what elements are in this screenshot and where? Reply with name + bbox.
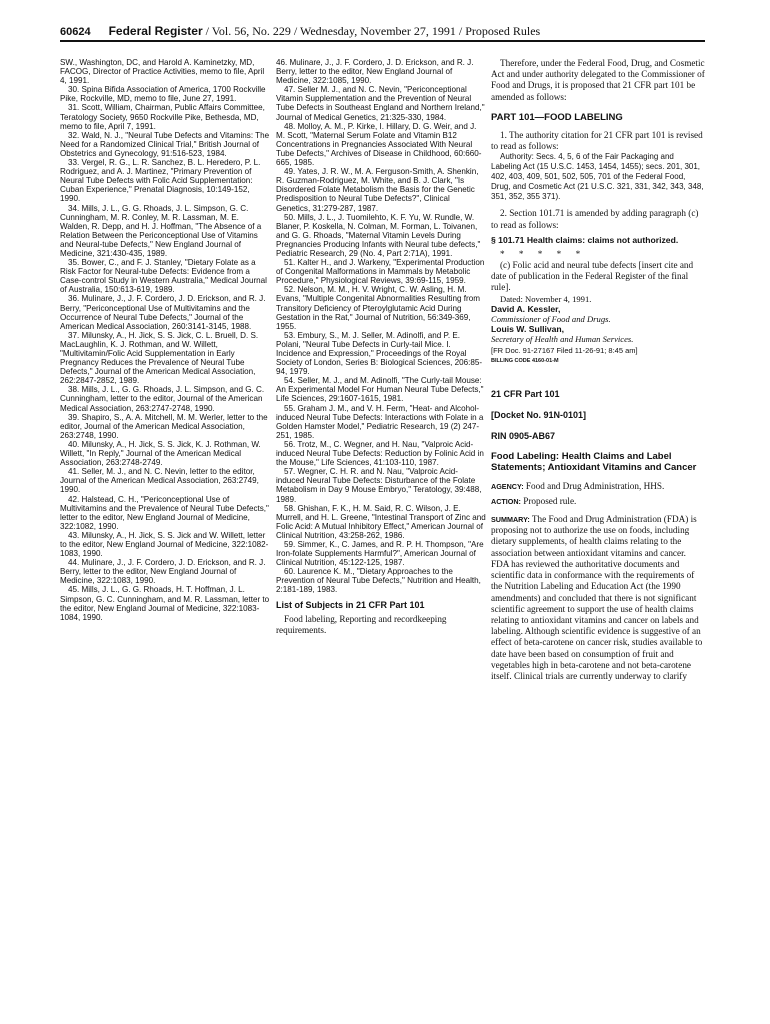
- reference-entry: 32. Wald, N. J., "Neural Tube Defects and Vitamins: The Need for a Randomized Clinical Trial," British Journal of Obstetrics and Gynecology, 91:516-523, 1984.: [60, 130, 270, 158]
- reference-entry: 56. Trotz, M., C. Wegner, and H. Nau, "Valproic Acid-induced Neural Tube Defects: Reduction by Folinic Acid in the Mouse," Life Sciences, 41:103-110, 1987.: [276, 439, 484, 468]
- reference-entry: 34. Mills, J. L., G. G. Rhoads, J. L. Simpson, G. C. Cunningham, M. R. Conley, M. R. Lassman, M. E. Walden, R. Depp, and H. J. Hoffman, "The Absence of a Relation Between the Periconceptional Use of Vitamins and Neural-tube Defects," New England Journal of Medicine, 321:430-435, 1989.: [60, 203, 262, 258]
- agency-text: Food and Drug Administration, HHS.: [525, 480, 665, 491]
- authority-citation: Authority: Secs. 4, 5, 6 of the Fair Packaging and Labeling Act (15 U.S.C. 1453, 1454, 1455); secs. 201, 301, 402, 403, 409, 501, 502, 505, 701 of the Federal Food, Drug, and Cosmetic Act (21 U.S.C. 321, 331, 342, 343, 348, 351, 352, 355 371).: [491, 152, 704, 202]
- reference-entry: 37. Milunsky, A., H. Jick, S. S. Jick, C. L. Bruell, D. S. MacLaughlin, K. J. Rothman, and W. Willett, "Multivitamin/Folic Acid Supplementation in Early Pregnancy Reduces the Prevalence of Neural Tube Defects," Journal of the American Medical Association, 262:2847-2852, 1989.: [60, 330, 259, 386]
- reference-entry: 31. Scott, William, Chairman, Public Affairs Committee, Teratology Society, 9650 Rockville Pike, Bethesda, MD, memo to file, April 7, 1991.: [60, 103, 265, 131]
- document-title: Food Labeling: Health Claims and Label Statements; Antioxidant Vitamins and Cancer: [491, 450, 697, 473]
- action-text: Proposed rule.: [523, 495, 577, 506]
- reference-entry: 58. Ghishan, F. K., H. M. Said, R. C. Wilson, J. E. Murrell, and H. L. Greene, "Intestinal Transport of Zinc and Folic Acid: A Mutual Inhibitory Effect," American Journal of Clinical Nutrition, 43:258-262, 1986.: [276, 503, 486, 540]
- signer-1-name: David A. Kessler,: [491, 303, 561, 314]
- reference-entry: 39. Shapiro, S., A. A. Mitchell, M. M. Werler, letter to the editor, Journal of the American Medical Association, 263:2748, 1990.: [60, 412, 268, 440]
- header-rule: [60, 40, 705, 42]
- summary-paragraph: [491, 514, 705, 682]
- amendment-item-2: 2. Section 101.71 is amended by adding paragraph (c) to read as follows:: [491, 208, 699, 230]
- intro-paragraph: Therefore, under the Federal Food, Drug, and Cosmetic Act and under authority delegated to the Commissioner of Food and Drugs, it is proposed that 21 CFR part 101 be amended as follows:: [491, 58, 705, 102]
- column-rule-text: [491, 58, 705, 958]
- agency-label: AGENCY:: [491, 481, 524, 491]
- reference-entry: 43. Milunsky, A., H. Jick, S. S. Jick and W. Willett, letter to the editor, New England Journal of Medicine, 322:1082-1083, 1990.: [60, 530, 269, 559]
- reference-entry: 54. Seller, M. J., and M. Adinolfi, "The Curly-tail Mouse: An Experimental Model For Human Neural Tube Defects," Life Sciences, 29:1607-1615, 1981.: [276, 376, 484, 404]
- rin-number: RIN 0905-AB67: [491, 431, 556, 442]
- reference-entry: 59. Simmer, K., C. James, and R. P. H. Thompson, "Are Iron-folate Supplements Harmful?", American Journal of Clinical Nutrition, 45:122-125, 1987.: [276, 539, 484, 568]
- volume-info: / Vol. 56, No. 229 / Wednesday, November 27, 1991 / Proposed Rules: [205, 24, 541, 38]
- reference-entry: 52. Nelson, M. M., H. V. Wright, C. W. Asling, H. M. Evans, "Multiple Congenital Abnormalities Resulting from Transitory Deficiency of Pteroylglutamic Acid During Gestation in the Rat," Journal of Nutrition, 56:349-369, 1955.: [276, 285, 480, 331]
- action-line: [491, 496, 705, 507]
- billing-code: BILLING CODE 4160-01-M: [491, 357, 559, 364]
- reference-entry: 42. Halstead, C. H., "Periconceptional Use of Multivitamins and the Prevalence of Neural Tube Defects," letter to the editor, New England Journal of Medicine, 322:1082, 1990.: [60, 494, 269, 531]
- list-of-subjects-text: Food labeling, Reporting and recordkeeping requirements.: [276, 613, 447, 635]
- reference-entry: 53. Embury, S., M. J. Seller, M. Adinolfi, and P. E. Polani, "Neural Tube Defects in Curly-tail Mice. I. Incidence and Expression," Proceedings of the Royal Society of London, Series B: Biological Sciences, 206:85-94, 1979.: [276, 330, 483, 377]
- reference-entry: SW., Washington, DC, and Harold A. Kaminetzky, MD, FACOG, Director of Practice Activities, memo to file, April 4, 1991.: [60, 58, 265, 86]
- reference-entry: 36. Mulinare, J., J. F. Cordero, J. D. Erickson, and R. J. Berry, "Periconceptional Use of Multivitamins and the Occurrence of Neural Tube Defects," Journal of the American Medical Association, 260:3141-3145, 1988.: [60, 294, 266, 331]
- reference-entry: 33. Vergel, R. G., L. R. Sanchez, B. L. Heredero, P. L. Rodriguez, and A. J. Martinez, "Primary Prevention of Neural Tube Defects with Folic Acid Supplementation: Cuban Experience," Prenatal Diagnosis, 10:149-152, 1990.: [60, 158, 261, 204]
- reference-entry: 48. Molloy, A. M., P. Kirke, I. Hillary, D. G. Weir, and J. M. Scott, "Maternal Serum Folate and Vitamin B12 Concentrations in Pregnancies Associated With Neural Tube Defects," Archives of Disease in Childhood, 60:660-665, 1985.: [276, 121, 482, 168]
- column-references-1: [60, 58, 270, 958]
- signer-2-name: Louis W. Sullivan,: [491, 324, 565, 335]
- summary-text: The Food and Drug Administration (FDA) is proposing not to authorize the use on foods, including dietary supplements, of health claims relating to the association between antioxidant vitamins and cancer. FDA has reviewed the authoritative documents and scientific data in conformance with the requirements of the Nutrition Labeling and Education Act (the 1990 amendments) and concluded that there is not significant scientific agreement to support the use of health claims relating to antioxidant vitamins and cancer on labels and labeling. Although scientific evidence is suggestive of an effect of beta-carotene on cancer risk, studies available to date have been based on consumption of fruit and vegetables high in beta-carotene and not beta-carotene itself. Clinical trials are currently underway to clarify: [491, 514, 703, 681]
- reference-entry: 49. Yates, J. R. W., M. A. Ferguson-Smith, A. Shenkin, R. Guzman-Rodriguez, M. White, and B. J. Clark, "Is Disordered Folate Metabolism the Basis for the Genetic Predisposition to Neural Tube Defects?", Clinical Genetics, 31:279-287, 1987.: [276, 167, 479, 213]
- column-references-2: [276, 58, 486, 958]
- part-heading: PART 101—FOOD LABELING: [491, 111, 623, 123]
- reference-entry: 38. Mills, J. L., G. G. Rhoads, J. L. Simpson, and G. C. Cunningham, letter to the editor, Journal of the American Medical Association, 263:2747-2748, 1990.: [60, 385, 265, 413]
- reference-entry: 46. Mulinare, J., J. F. Cordero, J. D. Erickson, and R. J. Berry, letter to the editor, New England Journal of Medicine, 322:1085, 1990.: [276, 58, 474, 86]
- reference-entry: 45. Mills, J. L., G. G. Rhoads, H. T. Hoffman, J. L. Simpson, G. C. Cunningham, and M. R. Lassman, letter to the editor, New England Journal of Medicine, 322:1083-1084, 1990.: [60, 585, 270, 622]
- signer-2-title: Secretary of Health and Human Services.: [491, 334, 634, 345]
- reference-entry: 51. Kalter H., and J. Warkeny, "Experimental Production of Congenital Malformations in Mammals by Metabolic Procedure," Physiological Reviews, 39:69-115, 1959.: [276, 258, 485, 286]
- reference-entry: 40. Milunsky, A., H. Jick, S. S. Jick, K. J. Rothman, W. Willett, "In Reply," Journal of the American Medical Association, 263:2748-2749.: [60, 439, 261, 468]
- summary-label: SUMMARY:: [491, 515, 530, 525]
- section-heading: § 101.71 Health claims: claims not authorized.: [491, 234, 679, 245]
- reference-entry: 44. Mulinare, J., J. F. Cordero, J. D. Erickson, and R. J. Berry, letter to the editor, New England Journal of Medicine, 322:1083, 1990.: [60, 558, 266, 586]
- reference-entry: 47. Seller M. J., and N. C. Nevin, "Periconceptional Vitamin Supplementation and the Prevention of Neural Tube Defects in Southeast England and Northern Ireland," Journal of Medical Genetics, 21:325-330, 1984.: [276, 85, 485, 122]
- reference-entry: 50. Mills, J. L., J. Tuomilehto, K. F. Yu, W. Rundle, W. Blaner, P. Koskella, N. Colman, M. Forman, L. Toivanen, and G. G. Rhoads, "Maternal Vitamin Levels During Pregnancies Producing Infants with Neural tube defects," Pediatric Research, 29 (No. 4, Part 2:71A), 1991.: [276, 212, 481, 258]
- dated-line: Dated: November 4, 1991.: [500, 293, 592, 304]
- page-header: [60, 24, 700, 39]
- reference-entry: 41. Seller, M. J., and N. C. Nevin, letter to the editor, Journal of the American Medical Association, 263:2749, 1990.: [60, 467, 259, 495]
- amendment-item-1: 1. The authority citation for 21 CFR part 101 is revised to read as follows:: [491, 130, 703, 152]
- signer-1-title: Commissioner of Food and Drugs.: [491, 314, 611, 325]
- agency-line: [491, 481, 705, 492]
- list-of-subjects-heading: List of Subjects in 21 CFR Part 101: [276, 599, 425, 610]
- omission-stars: * * * * *: [500, 248, 587, 259]
- reference-entry: 57. Wegner, C. H. R. and N. Nau, "Valproic Acid-induced Neural Tube Defects: Disturbance of the Folate Metabolism in Day 9 Mouse Embryo," Teratology, 39:488, 1989.: [276, 467, 482, 504]
- reference-entry: 55. Graham J. M., and V. H. Ferm, "Heat- and Alcohol-induced Neural Tube Defects: Interactions with Folate in a Golden Hamster Model," Pediatric Research, 19 (2) 247-251, 1985.: [276, 403, 484, 440]
- page-number: 60624: [60, 26, 91, 38]
- reference-entry: 60. Laurence K. M., "Dietary Approaches to the Prevention of Neural Tube Defects," Nutrition and Health, 2:181-189, 1983.: [276, 567, 481, 595]
- reference-entry: 30. Spina Bifida Association of America, 1700 Rockville Pike, Rockville, MD, memo to file, June 27, 1991.: [60, 85, 266, 104]
- paragraph-c: (c) Folic acid and neural tube defects [insert cite and date of publication in the Federal Register of the final rule].: [491, 260, 694, 293]
- cfr-heading: 21 CFR Part 101: [491, 389, 560, 400]
- fr-doc-line: [FR Doc. 91-27167 Filed 11-26-91; 8:45 am]: [491, 345, 638, 355]
- publication-name: Federal Register: [108, 24, 203, 38]
- action-label: ACTION:: [491, 496, 521, 506]
- reference-entry: 35. Bower, C., and F. J. Stanley, "Dietary Folate as a Risk Factor for Neural-tube Defects: Evidence from a Case-control Study in Western Australia," Medical Journal of Australia, 150:613-619, 1989.: [60, 258, 267, 295]
- docket-number: [Docket No. 91N-0101]: [491, 410, 587, 421]
